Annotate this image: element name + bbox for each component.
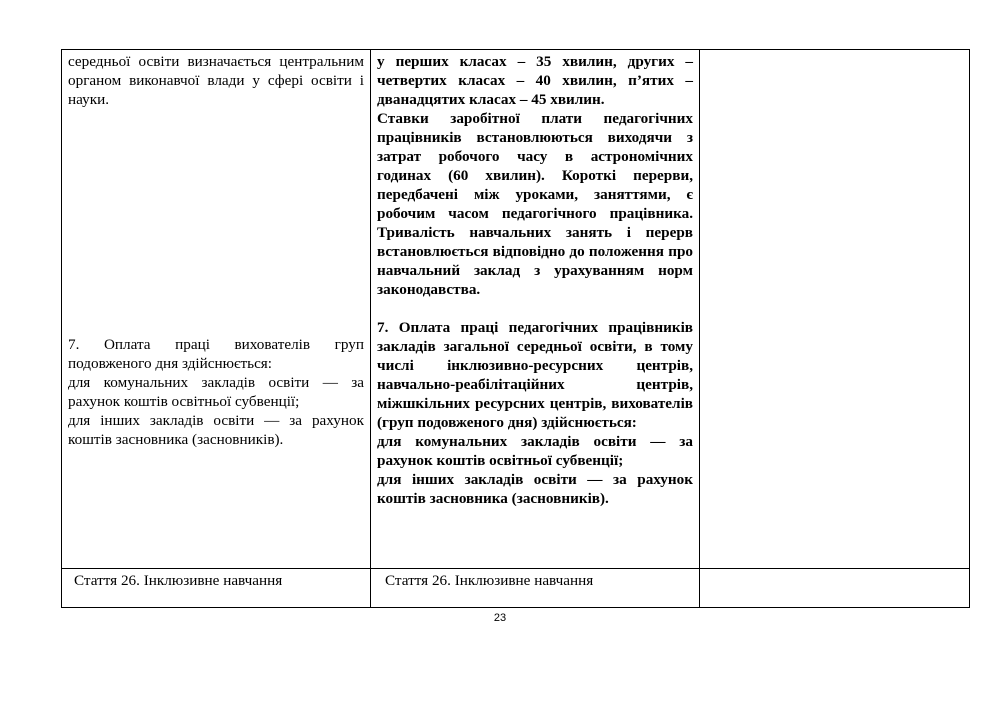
proposed-text-paragraph: Ставки заробітної плати педагогічних працівників встановлюються виходячи з затрат робочого часу в астрономічних годинах (60 хвилин). Короткі перерви, передбачені між уроками, заняттями, є робочим часом педагогічного працівника. Тривалість навчальних занять і перерв встановлюється відповідно до положення про навчальний заклад з урахуванням норм законодавства. [377, 110, 693, 298]
proposed-version-cell [371, 50, 700, 569]
article-heading-proposed: Стаття 26. Інклюзивне навчання [371, 569, 700, 608]
proposed-text-paragraph: 7. Оплата праці педагогічних працівників закладів загальної середньої освіти, в тому числі інклюзивно-ресурсних центрів, навчально-реабілітаційних центрів, міжшкільних ресурсних центрів, вихователів (груп подовженого дня) здійснюється: [377, 319, 693, 431]
proposed-text-paragraph: у перших класах – 35 хвилин, других – четвертих класах – 40 хвилин, п’ятих – дванадцятих класах – 45 хвилин. [377, 53, 693, 108]
comment-cell [700, 569, 970, 608]
current-text-line: для комунальних закладів освіти — за рахунок коштів освітньої субвенції; [68, 374, 364, 410]
table-row [62, 50, 970, 569]
current-text-paragraph: середньої освіти визначається центральним органом виконавчої влади у сфері освіти і науки. [68, 53, 364, 108]
comment-cell [700, 50, 970, 569]
current-text-paragraph: 7. Оплата праці вихователів груп подовженого дня здійснюється: [68, 336, 364, 372]
current-text-line: для інших закладів освіти — за рахунок коштів засновника (засновників). [68, 412, 364, 448]
proposed-text-line: для комунальних закладів освіти — за рахунок коштів освітньої субвенції; [377, 433, 693, 469]
proposed-text-line: для інших закладів освіти — за рахунок коштів засновника (засновників). [377, 471, 693, 507]
comparison-table [61, 49, 970, 608]
page-number: 23 [493, 612, 507, 624]
article-heading-current: Стаття 26. Інклюзивне навчання [62, 569, 371, 608]
current-version-cell [62, 50, 371, 569]
table-row [62, 569, 970, 608]
